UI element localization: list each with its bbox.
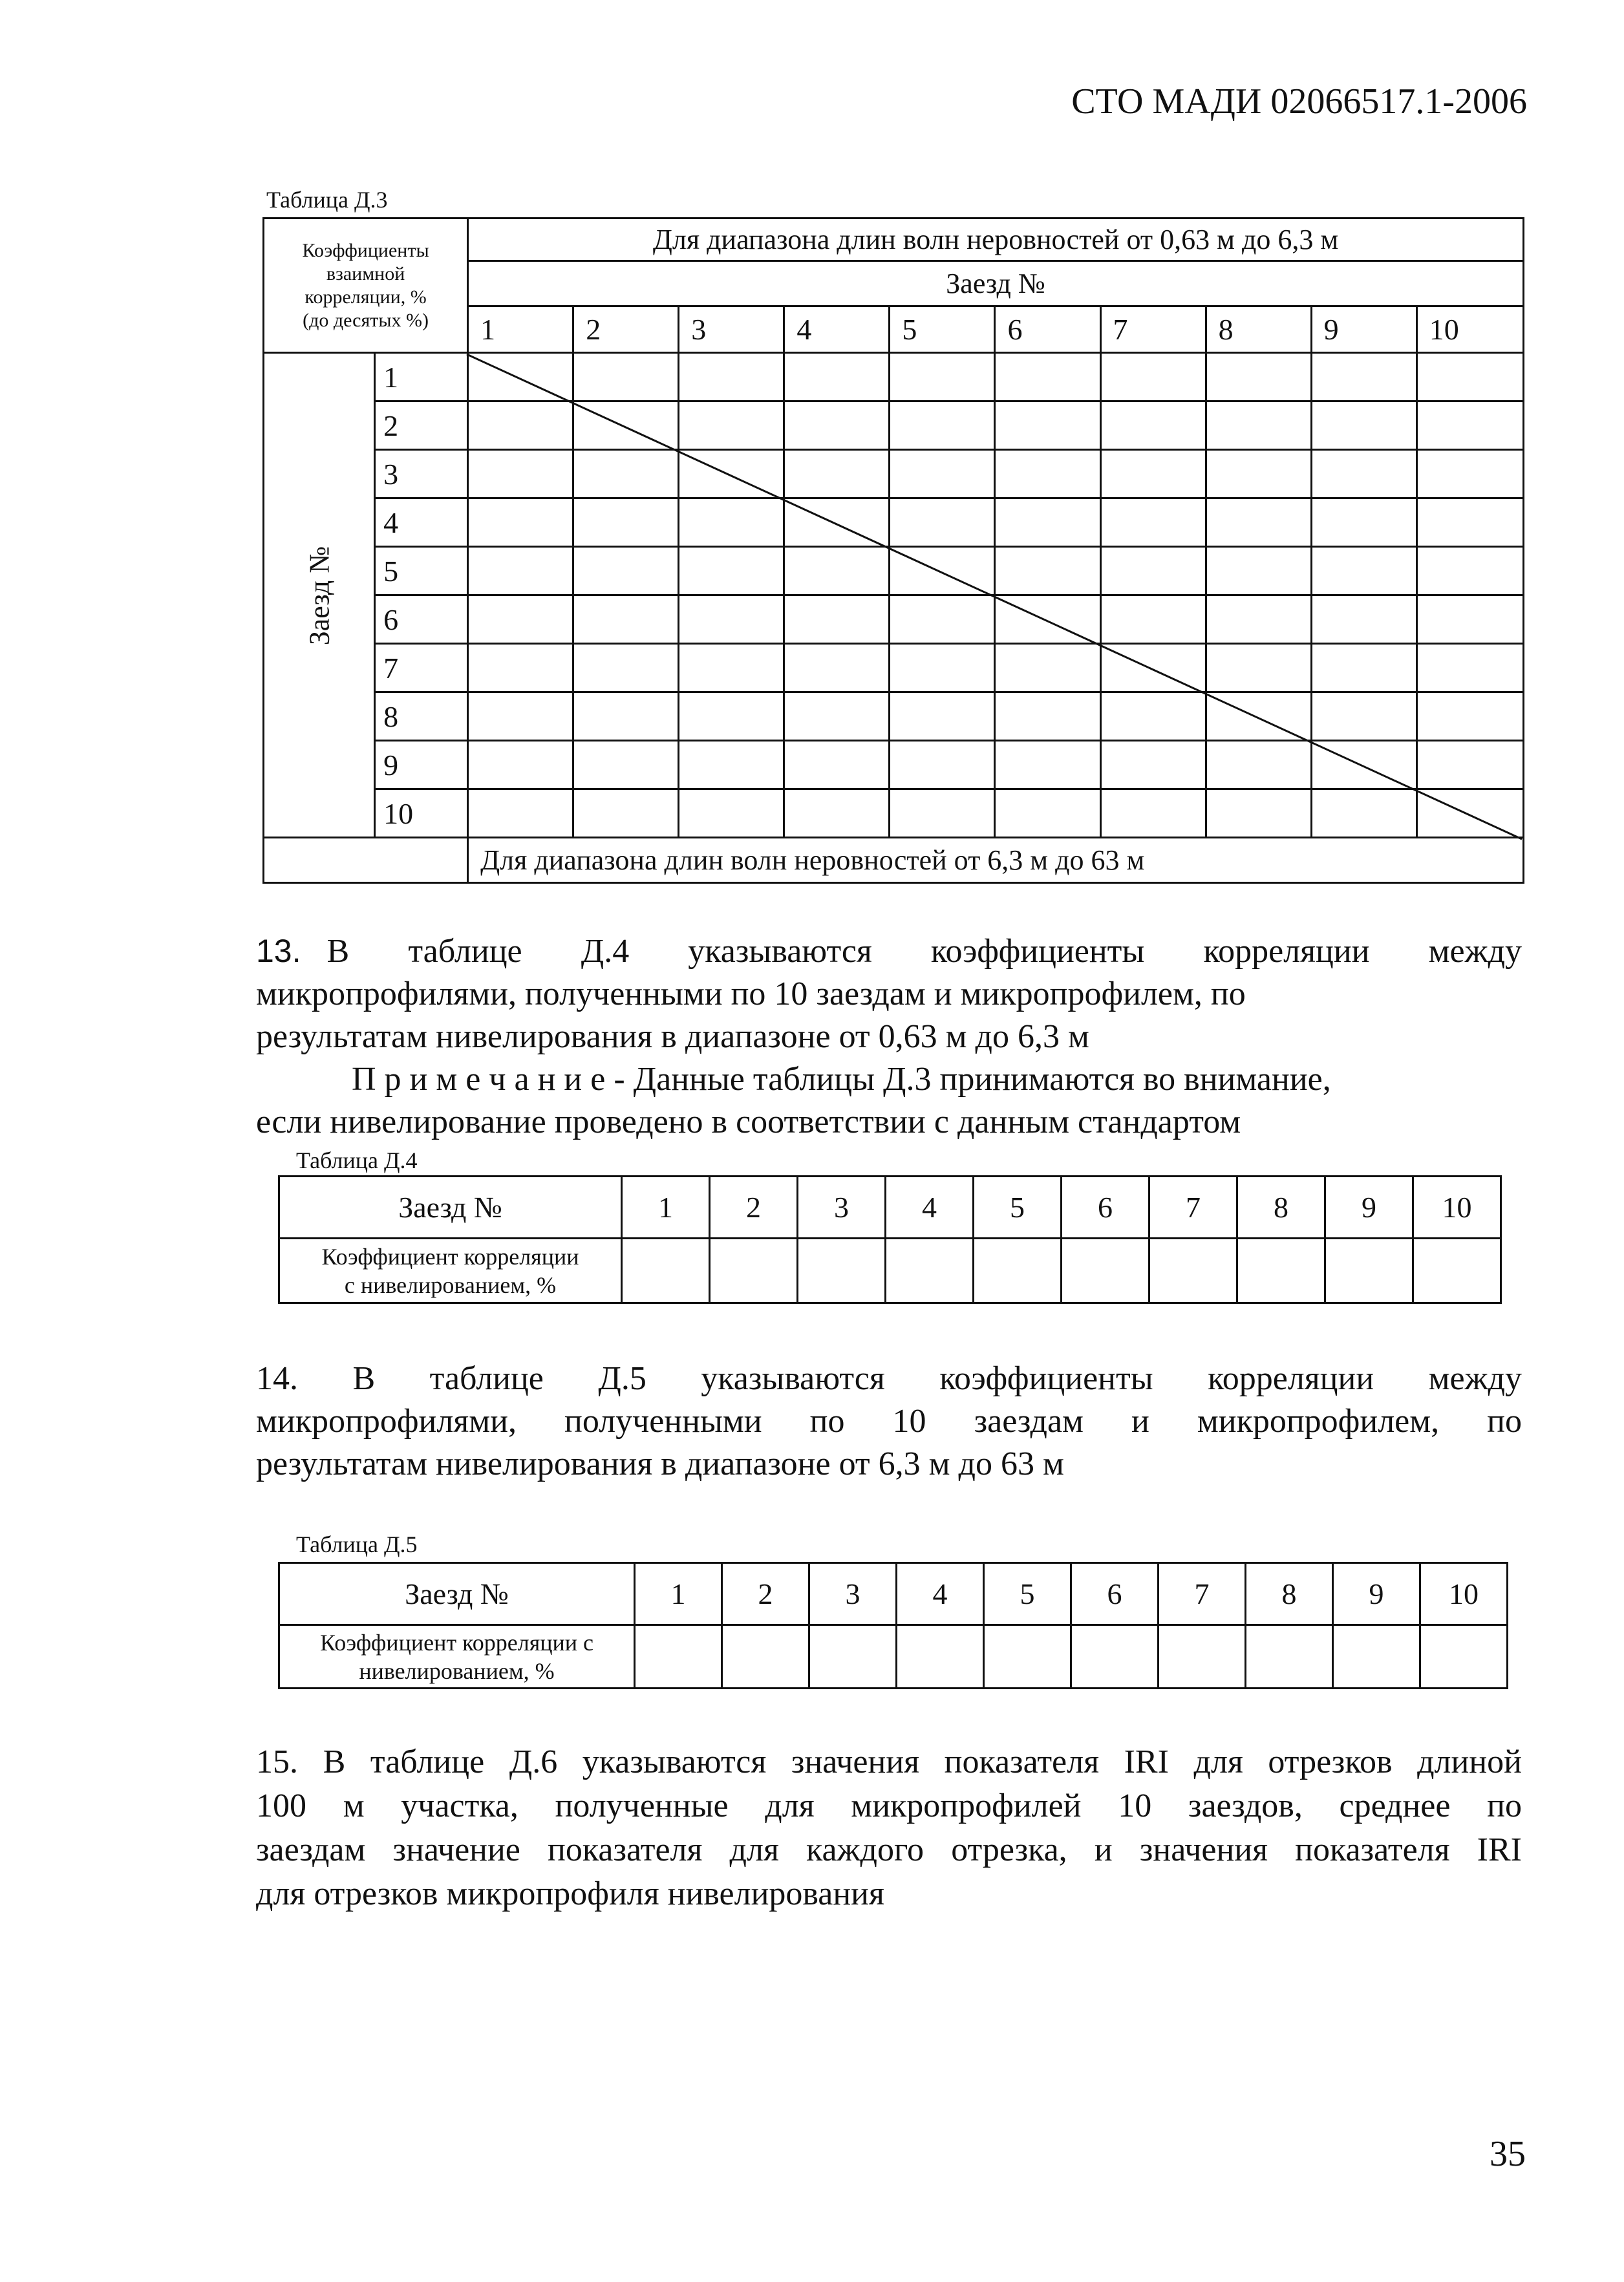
run-number: 1 <box>635 1563 722 1625</box>
note-label: П р и м е ч а н и е - <box>352 1061 625 1098</box>
section13 <box>256 930 1522 1144</box>
run-number: 2 <box>710 1177 798 1239</box>
run-header: Заезд № <box>468 261 1524 306</box>
column-run-number: 1 <box>468 306 573 353</box>
row-run-number: 6 <box>375 595 468 644</box>
corner-label-line: (до десятых %) <box>303 309 429 331</box>
coef-label-line: с нивелированием, % <box>344 1272 557 1298</box>
run-label: Заезд № <box>279 1177 622 1239</box>
column-run-number: 4 <box>784 306 890 353</box>
run-number: 2 <box>722 1563 809 1625</box>
corner-label-line: Коэффициенты <box>302 239 429 261</box>
document-code: СТО МАДИ 02066517.1-2006 <box>1071 81 1527 122</box>
column-run-number: 7 <box>1100 306 1206 353</box>
table-d5 <box>278 1562 1508 1689</box>
row-run-number: 3 <box>375 450 468 498</box>
section13-line: результатам нивелирования в диапазоне от 0,63 м до 6,3 м <box>256 1018 1089 1055</box>
section14 <box>256 1358 1522 1486</box>
table-d4-caption: Таблица Д.4 <box>296 1147 418 1173</box>
run-number: 7 <box>1149 1177 1237 1239</box>
table-d5-caption: Таблица Д.5 <box>296 1531 418 1557</box>
run-number: 10 <box>1420 1563 1508 1625</box>
table-d4 <box>278 1175 1502 1304</box>
column-run-number: 6 <box>995 306 1100 353</box>
section14-line: результатам нивелирования в диапазоне от 6,3 м до 63 м <box>256 1445 1064 1482</box>
row-run-number: 4 <box>375 498 468 547</box>
section13-line: В таблице Д.4 указываются коэффициенты корреляции между <box>326 933 1522 970</box>
section15-line: заездам значение показателя для каждого отрезка, и значения показателя IRI <box>256 1831 1522 1868</box>
bottom-range-label: Для диапазона длин волн неровностей от 6,3 м до 63 м <box>468 838 1524 883</box>
section15-line: 15. В таблице Д.6 указываются значения показателя IRI для отрезков длиной <box>256 1743 1522 1780</box>
row-run-number: 2 <box>375 401 468 450</box>
run-number: 10 <box>1413 1177 1501 1239</box>
section14-line: 14. В таблице Д.5 указываются коэффициенты корреляции между <box>256 1360 1522 1397</box>
column-run-number: 5 <box>890 306 995 353</box>
column-run-number: 10 <box>1416 306 1523 353</box>
run-number: 9 <box>1333 1563 1420 1625</box>
section15-line: для отрезков микропрофиля нивелирования <box>256 1875 884 1912</box>
section15 <box>256 1740 1522 1916</box>
row-run-number: 8 <box>375 692 468 741</box>
run-number: 9 <box>1325 1177 1413 1239</box>
coef-label-cell <box>279 1625 635 1689</box>
row-run-number: 10 <box>375 789 468 838</box>
run-number: 7 <box>1159 1563 1246 1625</box>
column-run-number: 8 <box>1206 306 1311 353</box>
section14-line: микропрофилями, полученными по 10 заездам и микропрофилем, по <box>256 1403 1522 1440</box>
run-number: 4 <box>897 1563 984 1625</box>
coef-label-line: Коэффициент корреляции с <box>319 1629 594 1656</box>
column-run-number: 9 <box>1311 306 1416 353</box>
section15-line: 100 м участка, полученные для микропрофилей 10 заездов, среднее по <box>256 1787 1522 1824</box>
row-axis-label: Заезд № <box>303 546 336 646</box>
row-run-number: 1 <box>375 353 468 401</box>
section13-line: микропрофилями, полученными по 10 заездам и микропрофилем, по <box>256 976 1246 1012</box>
run-number: 6 <box>1062 1177 1149 1239</box>
corner-label-line: взаимной <box>326 262 405 284</box>
page-number: 35 <box>1490 2134 1526 2174</box>
run-number: 8 <box>1246 1563 1333 1625</box>
table-d3-caption: Таблица Д.3 <box>266 187 388 213</box>
run-number: 5 <box>984 1563 1071 1625</box>
corner-label-line: корреляции, % <box>304 286 427 308</box>
column-run-number: 2 <box>573 306 679 353</box>
run-number: 3 <box>798 1177 886 1239</box>
top-range-label: Для диапазона длин волн неровностей от 0,63 м до 6,3 м <box>468 219 1524 261</box>
section13-number: 13. <box>256 933 301 969</box>
coef-label-line: нивелированием, % <box>359 1658 555 1684</box>
run-number: 5 <box>974 1177 1062 1239</box>
note-text-line2: если нивелирование проведено в соответствии с данным стандартом <box>256 1104 1241 1140</box>
run-number: 8 <box>1237 1177 1325 1239</box>
note-text: Данные таблицы Д.3 принимаются во внимание, <box>633 1061 1331 1098</box>
row-run-number: 5 <box>375 547 468 595</box>
column-run-number: 3 <box>679 306 784 353</box>
coef-label-line: Коэффициент корреляции <box>321 1243 579 1270</box>
row-run-number: 7 <box>375 644 468 692</box>
run-label: Заезд № <box>279 1563 635 1625</box>
run-number: 1 <box>622 1177 710 1239</box>
coef-label-cell <box>279 1239 622 1303</box>
run-number: 4 <box>886 1177 974 1239</box>
row-run-number: 9 <box>375 741 468 789</box>
run-number: 6 <box>1071 1563 1159 1625</box>
run-number: 3 <box>809 1563 897 1625</box>
